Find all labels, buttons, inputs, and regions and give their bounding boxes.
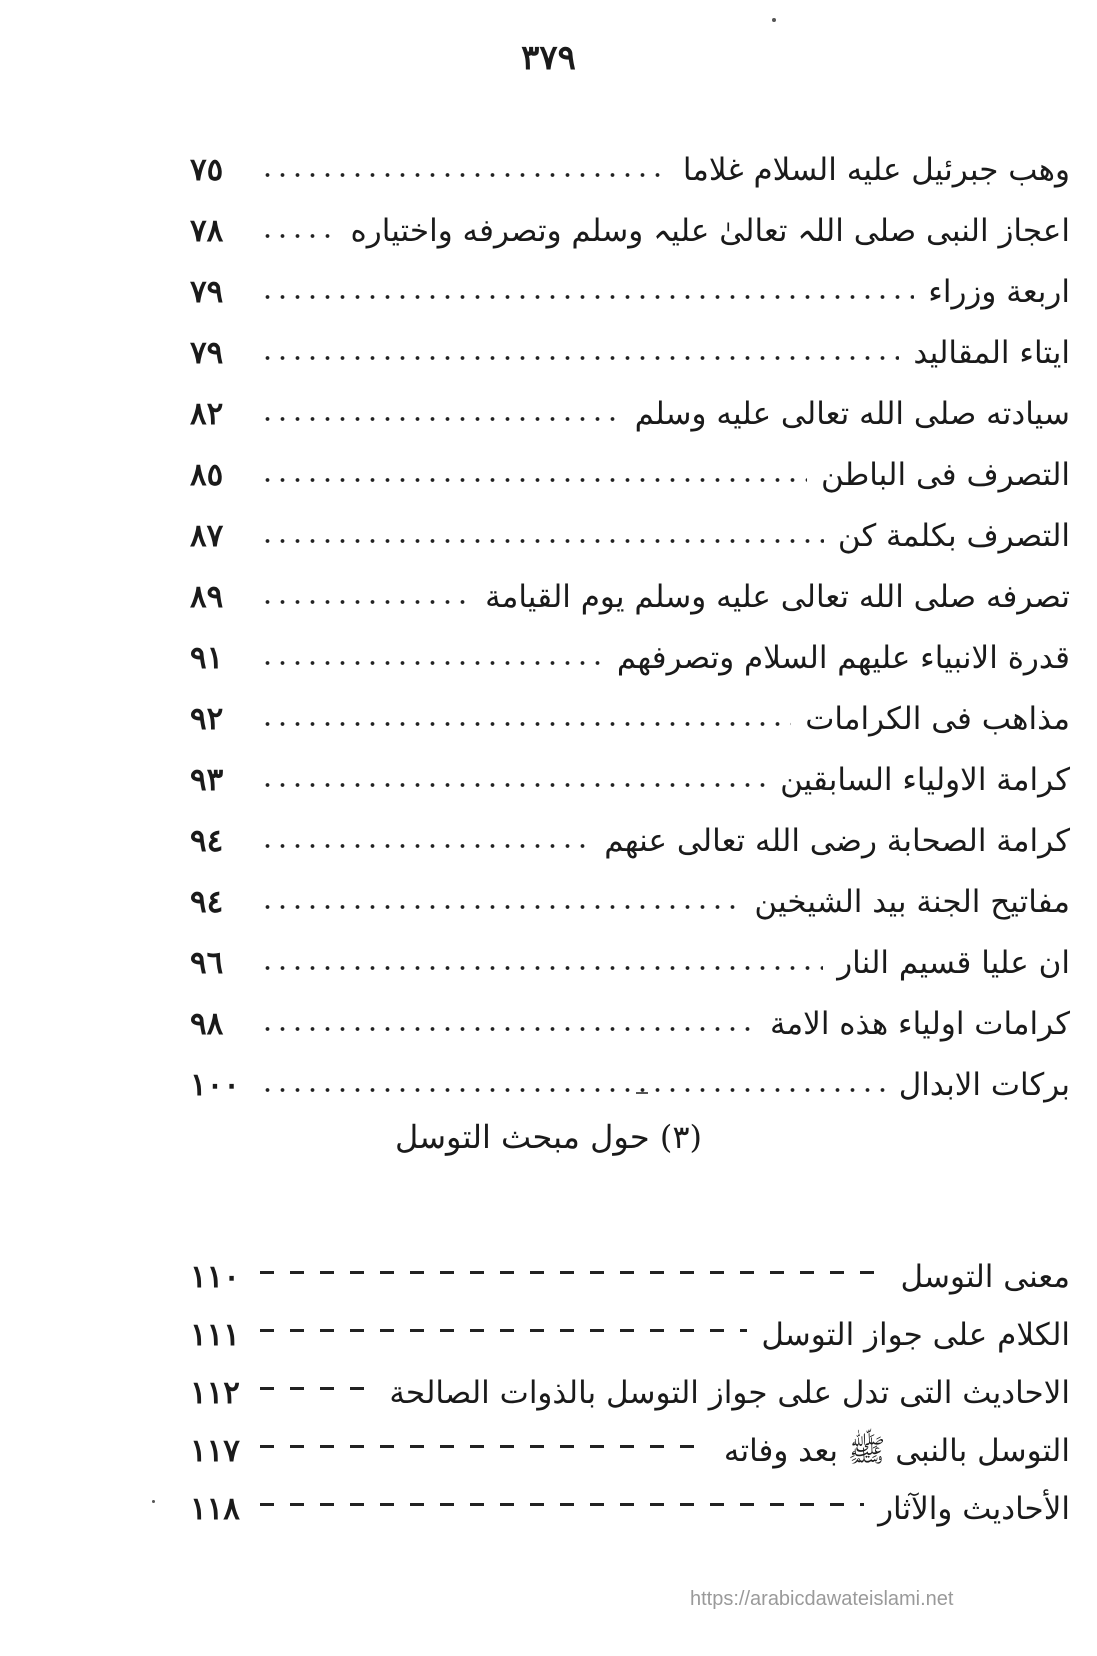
entry-title: اعجاز النبی صلی اللہ تعالیٰ علیہ وسلم وتصرفه واختياره xyxy=(350,212,1070,249)
toc-row xyxy=(190,616,1070,677)
page-number: ٣٧٩ xyxy=(521,38,576,78)
entry-title: كرامة الاولياء السابقين xyxy=(780,761,1070,798)
entry-title: قدرة الانبياء عليهم السلام وتصرفهم xyxy=(616,639,1070,676)
entry-title: كرامة الصحابة رضى الله تعالى عنهم xyxy=(604,822,1070,859)
dot-leader xyxy=(260,637,603,667)
entry-page: ٧٩ xyxy=(190,273,224,310)
entry-title: الاحاديث التى تدل على جواز التوسل بالذوات الصالحة xyxy=(389,1374,1070,1411)
toc-row xyxy=(190,982,1070,1043)
toc-row xyxy=(190,189,1070,250)
toc-row xyxy=(190,738,1070,799)
entry-page: ٨٧ xyxy=(190,517,224,554)
toc-row xyxy=(190,555,1070,616)
dash-leader xyxy=(260,1445,710,1448)
dot-leader xyxy=(260,576,471,606)
toc-row xyxy=(190,311,1070,372)
entry-page: ٩٨ xyxy=(190,1005,224,1042)
dot-leader xyxy=(260,149,669,179)
entry-page: ١١١ xyxy=(190,1316,240,1353)
toc-row xyxy=(190,1238,1070,1296)
entry-page: ٧٥ xyxy=(190,151,224,188)
dot-leader xyxy=(260,454,807,484)
dash-leader xyxy=(260,1503,864,1506)
entry-page: ١١٠ xyxy=(190,1258,240,1295)
entry-page: ١١٨ xyxy=(190,1490,240,1527)
scan-speck xyxy=(152,1500,155,1503)
entry-title: الأحاديث والآثار xyxy=(878,1490,1070,1527)
entry-page: ٨٩ xyxy=(190,578,224,615)
toc-row xyxy=(190,1412,1070,1470)
toc-row xyxy=(190,372,1070,433)
toc-row xyxy=(190,494,1070,555)
dot-leader xyxy=(260,698,791,728)
dash-leader xyxy=(260,1387,375,1390)
section-heading: (٣) حول مبحث التوسل xyxy=(395,1118,702,1156)
contents-list xyxy=(190,128,1070,1104)
entry-page: ٨٥ xyxy=(190,456,224,493)
section-divider xyxy=(636,1092,648,1094)
dot-leader xyxy=(260,393,621,423)
entry-title: ان عليا قسيم النار xyxy=(837,944,1070,981)
dot-leader xyxy=(260,881,740,911)
dot-leader xyxy=(260,1064,885,1094)
entry-title: تصرفه صلى الله تعالى عليه وسلم يوم القيامة xyxy=(485,578,1070,615)
entry-page: ٩٤ xyxy=(190,822,224,859)
dash-leader xyxy=(260,1329,747,1332)
dot-leader xyxy=(260,210,337,240)
scan-speck xyxy=(772,18,776,22)
entry-title: اربعة وزراء xyxy=(928,273,1070,310)
toc-row xyxy=(190,128,1070,189)
entry-title: وهب جبرئيل عليه السلام غلاما xyxy=(682,151,1070,188)
toc-row xyxy=(190,860,1070,921)
entry-title: معنى التوسل xyxy=(900,1258,1070,1295)
entry-title: بركات الابدال xyxy=(898,1066,1070,1103)
toc-row xyxy=(190,921,1070,982)
toc-row xyxy=(190,250,1070,311)
entry-title: مفاتيح الجنة بيد الشيخين xyxy=(754,883,1070,920)
entry-page: ٩٦ xyxy=(190,944,224,981)
dot-leader xyxy=(260,820,590,850)
toc-row xyxy=(190,1296,1070,1354)
dot-leader xyxy=(260,515,824,545)
entry-page: ١١٧ xyxy=(190,1432,240,1469)
entry-title: التصرف بكلمة كن xyxy=(837,517,1070,554)
entry-title: مذاهب فى الكرامات xyxy=(805,700,1070,737)
toc-row xyxy=(190,799,1070,860)
entry-page: ١١٢ xyxy=(190,1374,240,1411)
entry-title: الكلام على جواز التوسل xyxy=(761,1316,1070,1353)
entry-title: سيادته صلى الله تعالى عليه وسلم xyxy=(634,395,1070,432)
dot-leader xyxy=(260,332,899,362)
toc-row xyxy=(190,1043,1070,1104)
entry-page: ١٠٠ xyxy=(190,1066,240,1103)
entry-page: ٧٨ xyxy=(190,212,224,249)
toc-row xyxy=(190,1354,1070,1412)
entry-page: ٩٣ xyxy=(190,761,224,798)
source-watermark: https://arabicdawateislami.net xyxy=(690,1588,954,1610)
toc-row xyxy=(190,433,1070,494)
toc-row xyxy=(190,1470,1070,1528)
toc-row xyxy=(190,677,1070,738)
entry-page: ٩١ xyxy=(190,639,224,676)
dot-leader xyxy=(260,759,766,789)
dot-leader xyxy=(260,1003,756,1033)
entry-title: كرامات اولياء هذه الامة xyxy=(769,1005,1070,1042)
entry-title: ايتاء المقاليد xyxy=(913,334,1070,371)
entry-title: التصرف فى الباطن xyxy=(820,456,1070,493)
section-contents-list xyxy=(190,1238,1070,1528)
dash-leader xyxy=(260,1271,887,1274)
entry-title: التوسل بالنبى ﷺ بعد وفاته xyxy=(723,1432,1070,1469)
entry-page: ٩٤ xyxy=(190,883,224,920)
entry-page: ٨٢ xyxy=(190,395,224,432)
dot-leader xyxy=(260,271,914,301)
dot-leader xyxy=(260,942,823,972)
entry-page: ٧٩ xyxy=(190,334,224,371)
entry-page: ٩٢ xyxy=(190,700,224,737)
